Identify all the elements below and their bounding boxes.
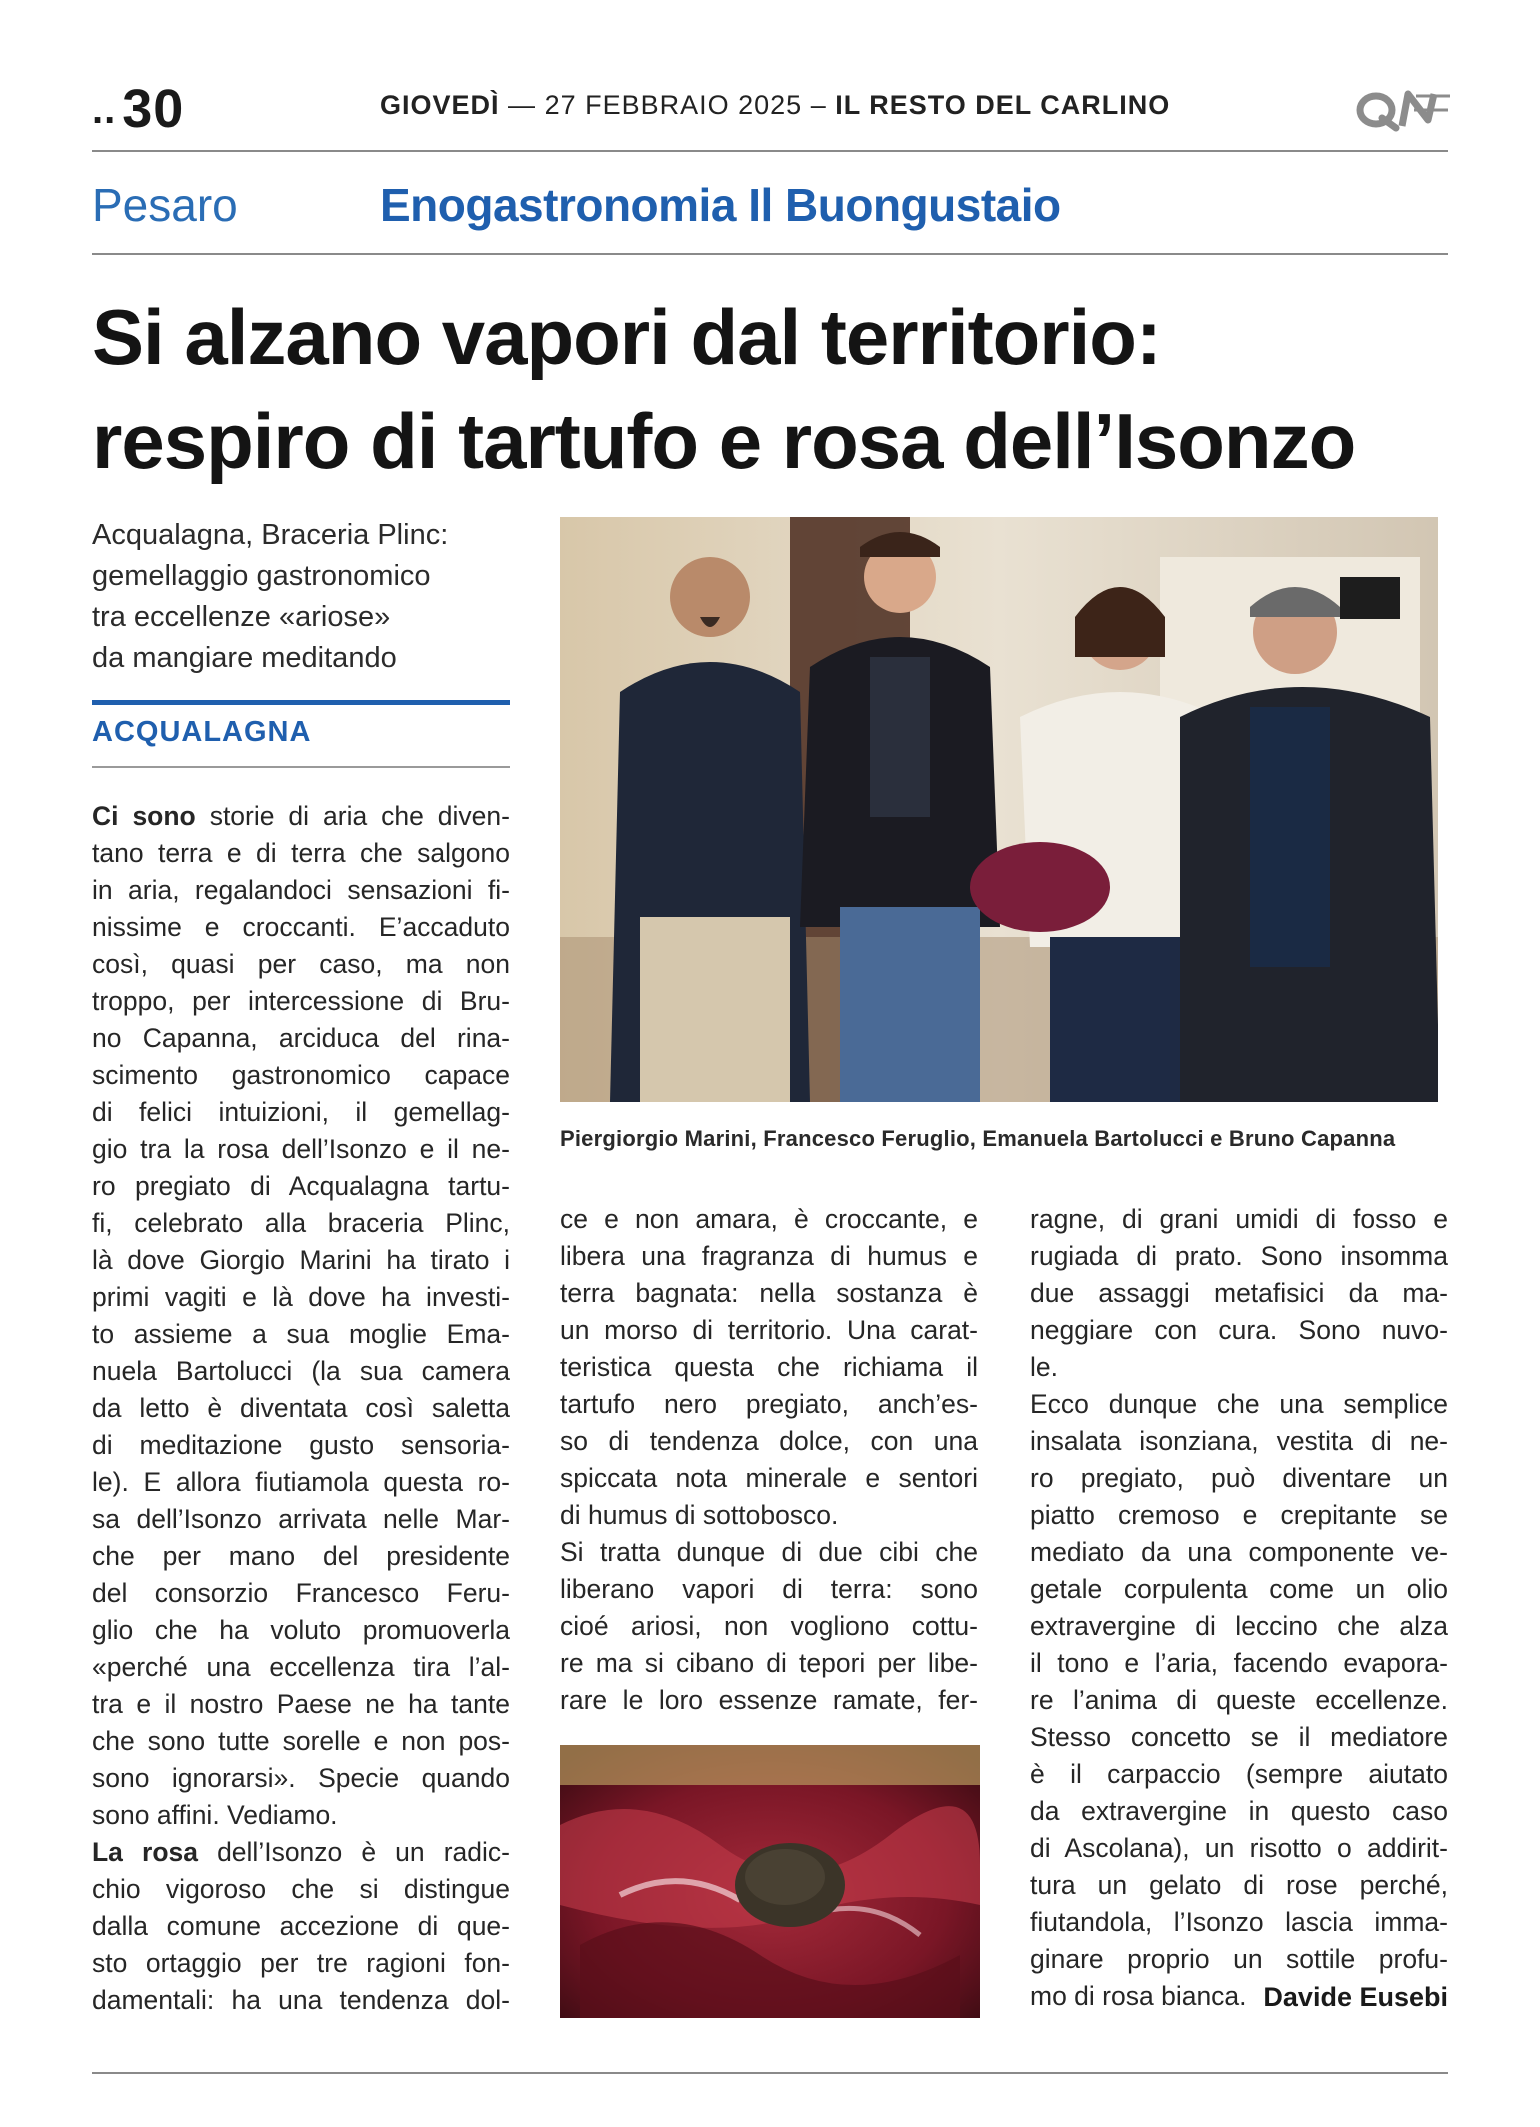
qn-logo xyxy=(1356,88,1452,132)
kicker-location: ACQUALAGNA xyxy=(92,716,312,748)
section-rubric: Enogastronomia Il Buongustaio xyxy=(380,179,1061,231)
headline: Si alzano vapori dal territorio: respiro di tartufo e rosa dell’Isonzo xyxy=(92,293,1356,485)
article-column-3: ragne, di grani umidi di fosso e rugiada di prato. Sono insomma due assaggi metafisici da ma- neggiare con cura. Sono nuvo- le. Ecco dunque che una semplice insalata isonziana, vestita di ne- ro pregiato, può diventare un piatto cremoso e crepitante se mediato da una componente ve- getale corpulenta come un olio extravergine di leccino che alza il tono e l’aria, facendo evapora- re l’anima di queste eccellenze. Stesso concetto se il mediatore è il carpaccio (sempre aiutato da extravergine in questo caso di Ascolana), un risotto o addirit- tura un gelato di rose perché, fiutandola, l’Isonzo lascia imma- ginare proprio un sottile profu- mo di rosa bianca. xyxy=(1030,1204,1448,2011)
photo-caption: Piergiorgio Marini, Francesco Feruglio, Emanuela Bartolucci e Bruno Capanna xyxy=(560,1126,1396,1151)
author-byline: Davide Eusebi xyxy=(1263,1982,1448,2012)
group-photo xyxy=(560,517,1438,1102)
header-divider xyxy=(92,150,1448,152)
kicker-divider xyxy=(92,766,510,768)
page-number: .. 30 xyxy=(92,79,185,139)
footer-divider xyxy=(92,2072,1448,2074)
article-column-2: ce e non amara, è croccante, e libera una fragranza di humus e terra bagnata: nella sostanza è un morso di territorio. Una carat- teristica questa che richiama il tartufo nero pregiato, anch’es- so di tendenza dolce, con una spiccata nota minerale e sentori di humus di sottobosco. Si tratta dunque di due cibi che liberano vapori di terra: sono cioé ariosi, non vogliono cottu- re ma si cibano di tepori per libe- rare le loro essenze ramate, fer- xyxy=(560,1204,978,1715)
svg-text:QN: QN xyxy=(1356,88,1358,89)
section-divider xyxy=(92,253,1448,255)
kicker-bar xyxy=(92,700,510,705)
dateline-date: 27 FEBBRAIO 2025 xyxy=(544,90,803,120)
truffle-radicchio-photo xyxy=(560,1745,980,2018)
subheadline: Acqualagna, Braceria Plinc: gemellaggio gastronomico tra eccellenze «ariose» da mangiare meditando xyxy=(92,519,449,674)
newspaper-name: IL RESTO DEL CARLINO xyxy=(835,90,1171,120)
dateline: GIOVEDÌ — 27 FEBBRAIO 2025 – IL RESTO DEL CARLINO xyxy=(380,90,1171,120)
section-city: Pesaro xyxy=(92,179,238,231)
article-column-1: Ci sono storie di aria che diven- tano terra e di terra che salgono in aria, regalandoci sensazioni fi- nissime e croccanti. E’accaduto così, quasi per caso, ma non troppo, per intercessione di Bru- no Capanna, arciduca del rina- scimento gastronomico capace di felici intuizioni, il gemellag- gio tra la rosa dell’Isonzo e il ne- ro pregiato di Acqualagna tartu- fi, celebrato alla braceria Plinc, là dove Giorgio Marini ha tirato i primi vagiti e là dove ha investi- to assieme a sua moglie Ema- nuela Bartolucci (la sua camera da letto è diventata così saletta di meditazione gusto sensoria- le). E allora fiutiamola questa ro- sa dell’Isonzo arrivata nelle Mar- che per mano del presidente del consorzio Francesco Feru- glio che ha voluto promuoverla «perché una eccellenza tira l’al- tra e il nostro Paese ne ha tante che sono tutte sorelle e non pos- sono ignorarsi». Specie quando sono affini. Vediamo. La rosa dell’Isonzo è un radic- chio vigoroso che si distingue dalla comune accezione di que- sto ortaggio per tre ragioni fon- damentali: ha una tendenza dol- xyxy=(92,801,510,2015)
dateline-day: GIOVEDÌ xyxy=(380,90,500,120)
